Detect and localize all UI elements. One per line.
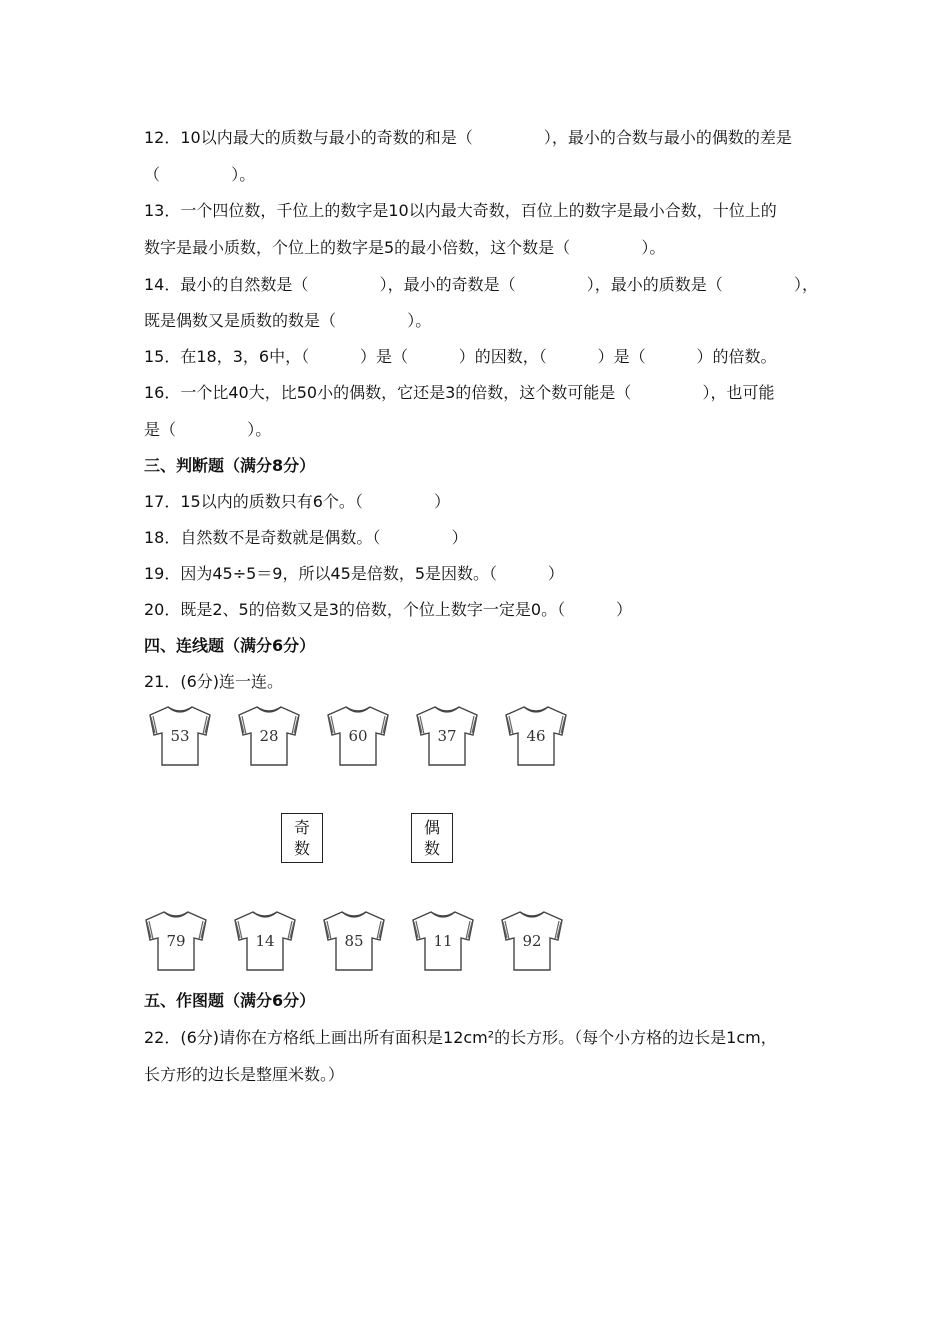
shirt-number: 28	[259, 727, 279, 745]
q22-line-1: 22．(6分)请你在方格纸上画出所有面积是12cm²的长方形。（每个小方格的边长是1cm，	[144, 1028, 777, 1047]
q13-line-1: 13．一个四位数，千位上的数字是10以内最大奇数，百位上的数字是最小合数，十位上的	[144, 201, 777, 220]
shirt-bottom-4[interactable]	[409, 908, 477, 974]
odd-box-char-1: 奇	[293, 818, 310, 837]
q21-line: 21．(6分)连一连。	[144, 672, 284, 691]
shirt-bottom-5[interactable]	[498, 908, 566, 974]
shirt-number: 85	[344, 932, 364, 950]
q17-line: 17．15以内的质数只有6个。（ ）	[144, 492, 451, 511]
q14-line-1: 14．最小的自然数是（ ），最小的奇数是（ ），最小的质数是（ ），	[144, 275, 818, 294]
q18-line: 18．自然数不是奇数就是偶数。（ ）	[144, 528, 468, 547]
section-5-heading: 五、作图题（满分6分）	[144, 991, 316, 1010]
section-3-heading: 三、判断题（满分8分）	[144, 456, 316, 475]
q20-line: 20．既是2、5的倍数又是3的倍数，个位上数字一定是0。（ ）	[144, 600, 632, 619]
q22-line-2: 长方形的边长是整厘米数。）	[144, 1065, 345, 1084]
shirt-number: 46	[526, 727, 546, 745]
odd-number-box[interactable]	[281, 813, 323, 863]
shirt-number: 37	[437, 727, 457, 745]
q12-line-2: （ ）。	[144, 165, 256, 184]
shirt-bottom-1[interactable]	[142, 908, 210, 974]
section-4-heading: 四、连线题（满分6分）	[144, 636, 316, 655]
q15-line: 15．在18，3，6中，（ ）是（ ）的因数，（ ）是（ ）的倍数。	[144, 347, 777, 366]
shirt-number: 60	[348, 727, 368, 745]
even-number-box[interactable]	[411, 813, 453, 863]
q12-line-1: 12．10以内最大的质数与最小的奇数的和是（ ），最小的合数与最小的偶数的差是	[144, 128, 792, 147]
q16-line-2: 是（ ）。	[144, 420, 272, 439]
q19-line: 19．因为45÷5＝9，所以45是倍数，5是因数。（ ）	[144, 564, 564, 583]
shirt-top-3[interactable]	[324, 703, 392, 769]
q16-line-1: 16．一个比40大，比50小的偶数，它还是3的倍数，这个数可能是（ ），也可能	[144, 383, 775, 402]
shirt-top-4[interactable]	[413, 703, 481, 769]
even-box-char-1: 偶	[423, 818, 440, 837]
shirt-number: 92	[522, 932, 542, 950]
shirt-top-5[interactable]	[502, 703, 570, 769]
shirt-number: 53	[170, 727, 190, 745]
odd-box-char-2: 数	[293, 839, 310, 858]
shirt-top-1[interactable]	[146, 703, 214, 769]
shirt-bottom-3[interactable]	[320, 908, 388, 974]
shirt-number: 11	[433, 932, 453, 950]
q14-line-2: 既是偶数又是质数的数是（ ）。	[144, 311, 432, 330]
even-box-char-2: 数	[423, 839, 440, 858]
q13-line-2: 数字是最小质数，个位上的数字是5的最小倍数，这个数是（ ）。	[144, 238, 666, 257]
shirt-top-2[interactable]	[235, 703, 303, 769]
shirt-number: 14	[255, 932, 275, 950]
shirt-number: 79	[166, 932, 186, 950]
shirt-bottom-2[interactable]	[231, 908, 299, 974]
